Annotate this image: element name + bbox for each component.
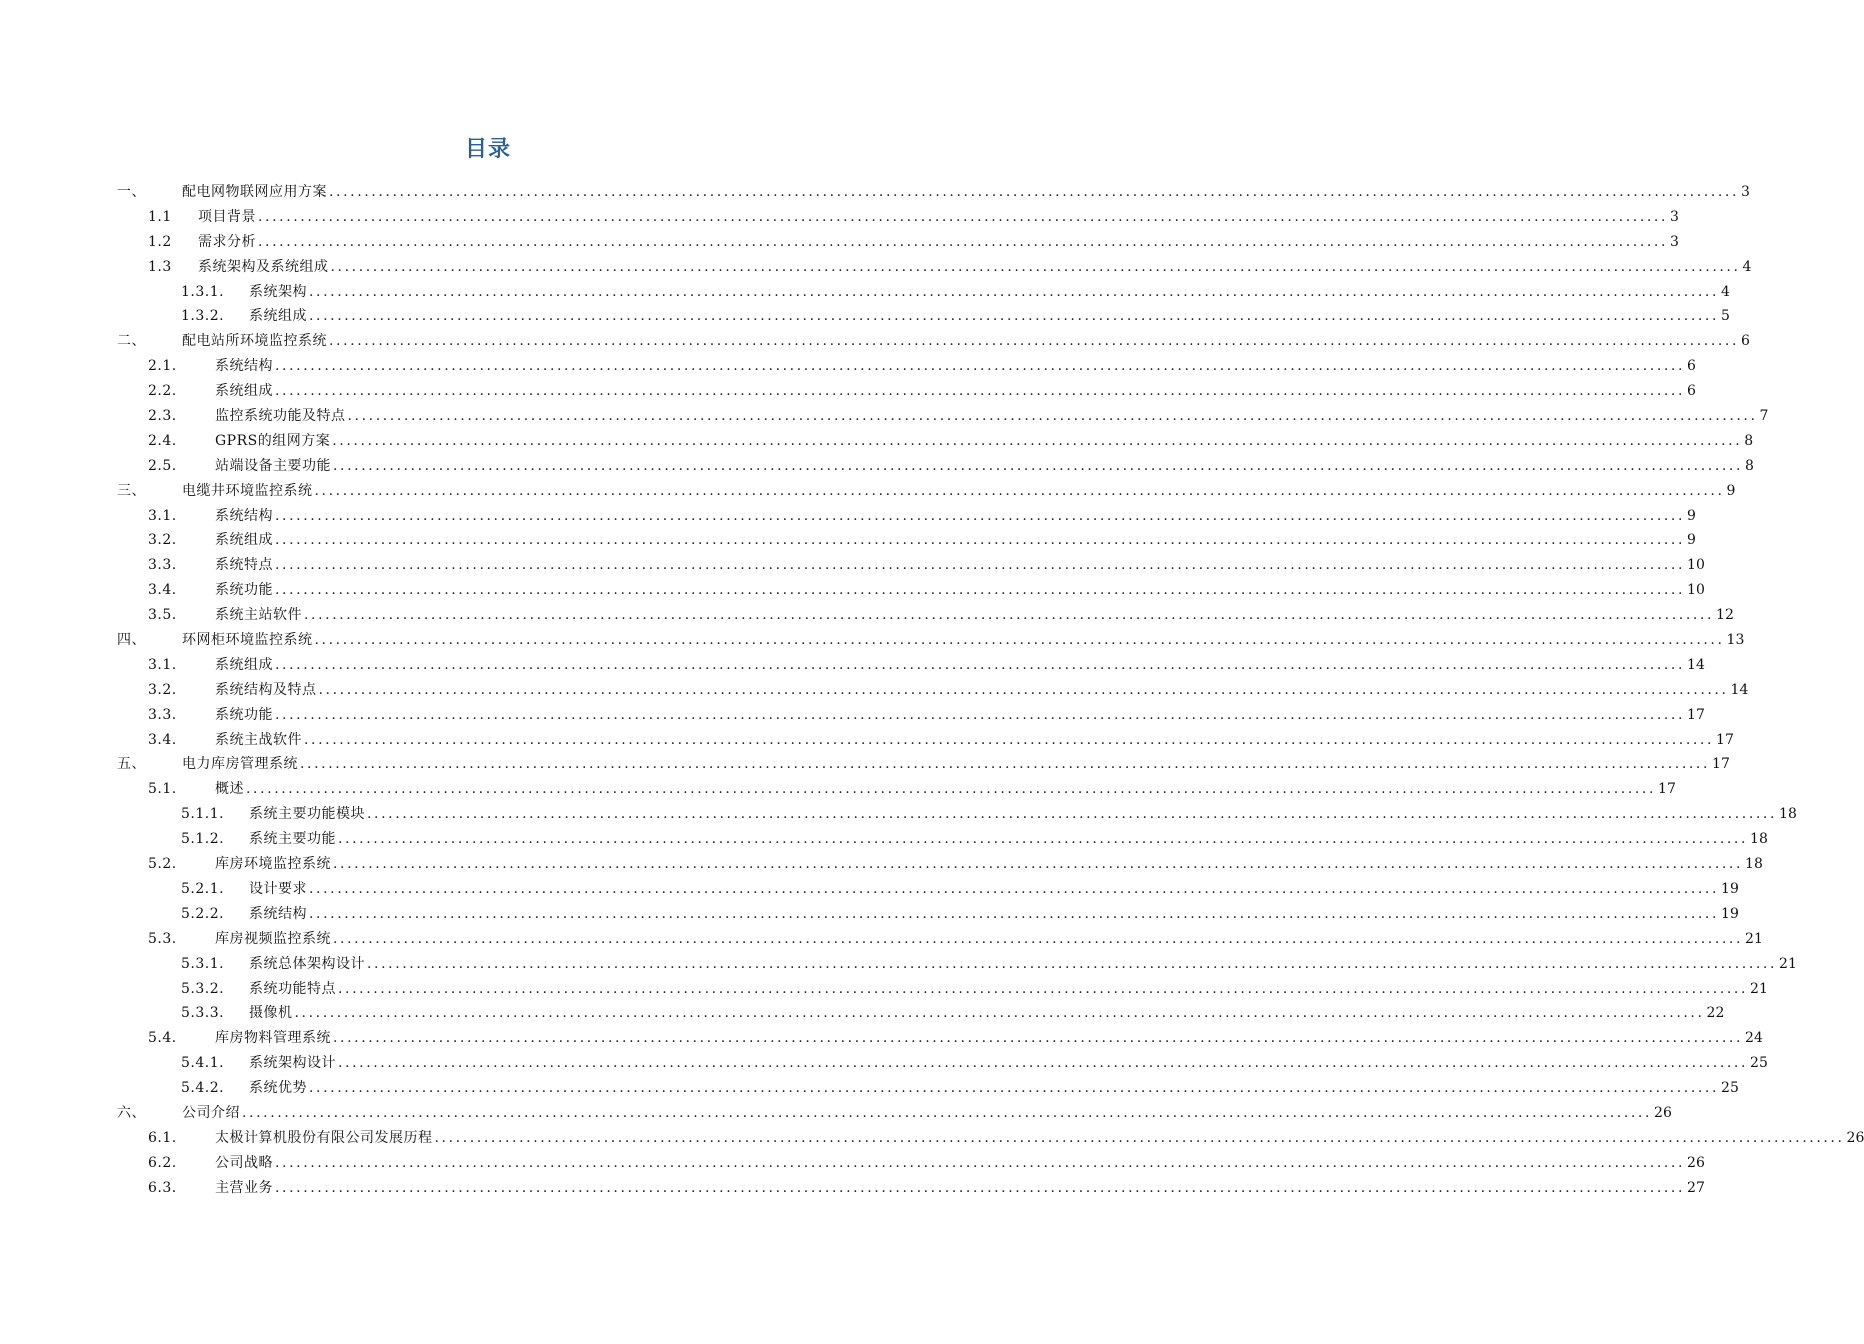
toc-page-number: 9	[1687, 507, 1696, 524]
toc-page-number: 6	[1687, 383, 1696, 400]
toc-entry-text: 库房物料管理系统	[215, 1030, 331, 1047]
toc-dot-leader: ........................................................................................................................................................................................................	[304, 731, 1715, 748]
toc-entry-text: 系统结构	[249, 905, 307, 922]
toc-page-number: 3	[1741, 184, 1750, 200]
toc-dot-leader: ........................................................................................................................................................................................................	[333, 1030, 1744, 1047]
toc-entry-line	[198, 205, 1679, 230]
toc-page-number: 8	[1744, 432, 1754, 449]
toc-page-number: 10	[1687, 557, 1705, 574]
toc-entry-text: 公司战略	[215, 1154, 273, 1171]
toc-entry-number: 2.2.	[148, 383, 177, 400]
toc-page-number: 10	[1687, 582, 1705, 599]
toc-dot-leader: ........................................................................................................................................................................................................	[333, 930, 1744, 947]
toc-dot-leader: ........................................................................................................................................................................................................	[275, 1179, 1686, 1196]
toc-entry-number: 2.4.	[148, 432, 177, 449]
toc-entry-number: 3.2.	[148, 532, 177, 549]
toc-page-number: 14	[1687, 656, 1705, 673]
toc-page-number: 26	[1654, 1104, 1672, 1121]
toc-entry[interactable]	[0, 429, 1754, 454]
toc-entry[interactable]	[0, 354, 1696, 379]
toc-entry[interactable]	[0, 977, 1768, 1002]
toc-entry-number: 3.4.	[148, 731, 177, 748]
toc-entry-text: 系统组成	[215, 532, 273, 549]
toc-page-number: 17	[1712, 756, 1730, 773]
toc-entry-text: 配电站所环境监控系统	[182, 333, 327, 350]
toc-entry[interactable]	[0, 1151, 1705, 1176]
toc-entry[interactable]	[0, 255, 1752, 280]
toc-dot-leader: ........................................................................................................................................................................................................	[275, 656, 1686, 673]
toc-page-number: 17	[1658, 781, 1676, 798]
toc-dot-leader: ........................................................................................................................................................................................................	[347, 408, 1758, 425]
toc-entry-text: 系统总体架构设计	[249, 955, 365, 972]
toc-page-number: 9	[1726, 482, 1736, 499]
toc-entry-text: 库房环境监控系统	[215, 856, 331, 873]
toc-entry[interactable]	[0, 404, 1769, 429]
toc-entry[interactable]	[0, 653, 1705, 678]
toc-dot-leader: ........................................................................................................................................................................................................	[338, 831, 1749, 848]
toc-entry-line	[249, 1001, 1725, 1026]
toc-entry-text: 系统结构	[215, 358, 273, 375]
toc-dot-leader: ........................................................................................................................................................................................................	[367, 955, 1778, 972]
toc-dot-leader: ........................................................................................................................................................................................................	[275, 358, 1686, 375]
toc-page-number: 12	[1716, 607, 1734, 624]
toc-entry-line	[182, 628, 1745, 653]
toc-dot-leader: ........................................................................................................................................................................................................	[275, 582, 1686, 599]
toc-page-number: 14	[1730, 681, 1749, 698]
toc-entry-number: 1.1	[148, 208, 172, 225]
toc-entry-text: 系统架构及系统组成	[198, 258, 329, 275]
toc-entry-text: 系统主战软件	[215, 731, 302, 748]
toc-entry-line	[249, 280, 1730, 305]
toc-entry-line	[215, 653, 1705, 678]
toc-page-number: 17	[1687, 706, 1705, 723]
toc-dot-leader: ........................................................................................................................................................................................................	[434, 1129, 1845, 1146]
toc-page-number: 17	[1716, 731, 1734, 748]
toc-entry[interactable]	[0, 852, 1763, 877]
toc-dot-leader: ........................................................................................................................................................................................................	[309, 283, 1720, 300]
toc-entry[interactable]	[0, 454, 1754, 479]
toc-entry[interactable]	[0, 504, 1696, 529]
toc-entry-text: 库房视频监控系统	[215, 930, 331, 947]
toc-entry-line	[249, 802, 1797, 827]
toc-page-number: 5	[1721, 308, 1730, 325]
toc-entry-number: 5.1.1.	[181, 806, 225, 823]
toc-entry[interactable]	[0, 479, 1736, 504]
toc-entry-text: 系统架构	[249, 283, 307, 300]
toc-entry-text: GPRS的组网方案	[215, 432, 331, 449]
toc-entry-text: 项目背景	[198, 208, 256, 225]
toc-dot-leader: ........................................................................................................................................................................................................	[258, 208, 1669, 225]
toc-page-number: 25	[1721, 1080, 1739, 1097]
toc-entry-line	[215, 379, 1696, 404]
toc-entry-number: 5.4.	[148, 1030, 177, 1047]
toc-entry[interactable]	[0, 1026, 1763, 1051]
toc-entry[interactable]	[0, 329, 1750, 354]
toc-entry-line	[215, 1026, 1763, 1051]
toc-dot-leader: ........................................................................................................................................................................................................	[314, 632, 1725, 649]
toc-page-number: 19	[1721, 905, 1739, 922]
toc-page-number: 26	[1687, 1154, 1705, 1171]
toc-page-number: 18	[1750, 831, 1768, 848]
toc-entry-line	[249, 952, 1797, 977]
toc-page-number: 21	[1745, 930, 1763, 947]
toc-page-number: 6	[1741, 333, 1750, 350]
toc-entry-number: 5.2.1.	[181, 880, 225, 897]
toc-entry-text: 系统功能特点	[249, 980, 336, 997]
toc-entry-number: 6.2.	[148, 1154, 177, 1171]
toc-entry-number: 5.3.1.	[181, 955, 225, 972]
toc-entry-text: 系统架构设计	[249, 1055, 336, 1072]
toc-entry-text: 系统结构及特点	[215, 681, 317, 698]
toc-dot-leader: ........................................................................................................................................................................................................	[258, 233, 1669, 250]
toc-entry[interactable]	[0, 728, 1734, 753]
toc-entry-text: 系统优势	[249, 1080, 307, 1097]
toc-entry-line	[215, 777, 1676, 802]
toc-entry-number: 1.3	[148, 258, 172, 275]
toc-entry[interactable]	[0, 230, 1679, 255]
toc-page-number: 21	[1779, 955, 1797, 972]
toc-entry-line	[249, 1051, 1768, 1076]
toc-entry-line	[215, 454, 1754, 479]
toc-entry-text: 系统功能	[215, 706, 273, 723]
toc-page-number: 25	[1750, 1055, 1768, 1072]
toc-entry[interactable]	[0, 205, 1679, 230]
toc-entry-text: 系统主要功能模块	[249, 806, 365, 823]
toc-dot-leader: ........................................................................................................................................................................................................	[333, 457, 1744, 474]
toc-dot-leader: ........................................................................................................................................................................................................	[246, 781, 1657, 798]
toc-entry[interactable]	[0, 379, 1696, 404]
toc-entry[interactable]	[0, 777, 1676, 802]
toc-entry[interactable]	[0, 802, 1797, 827]
toc-entry-text: 系统主站软件	[215, 607, 302, 624]
toc-dot-leader: ........................................................................................................................................................................................................	[330, 258, 1741, 275]
toc-entry-line	[215, 927, 1763, 952]
toc-entry-number: 5.4.2.	[181, 1080, 225, 1097]
toc-page-number: 8	[1745, 457, 1754, 474]
toc-dot-leader: ........................................................................................................................................................................................................	[304, 607, 1715, 624]
toc-entry-line	[215, 603, 1734, 628]
toc-entry-text: 监控系统功能及特点	[215, 408, 346, 425]
toc-dot-leader: ........................................................................................................................................................................................................	[309, 1080, 1720, 1097]
toc-entry-line	[182, 479, 1736, 504]
toc-entry[interactable]	[0, 528, 1696, 553]
toc-entry[interactable]	[0, 1051, 1768, 1076]
toc-entry[interactable]	[0, 678, 1749, 703]
toc-entry-number: 6.3.	[148, 1179, 177, 1196]
toc-entry[interactable]	[0, 578, 1705, 603]
toc-entry-text: 系统主要功能	[249, 831, 336, 848]
toc-entry-text: 摄像机	[249, 1005, 293, 1022]
toc-entry-line	[215, 404, 1769, 429]
toc-entry[interactable]	[0, 902, 1739, 927]
toc-entry-line	[249, 827, 1768, 852]
toc-entry-text: 系统功能	[215, 582, 273, 599]
toc-entry-text: 系统组成	[249, 308, 307, 325]
toc-entry-line	[215, 1126, 1864, 1151]
toc-dot-leader: ........................................................................................................................................................................................................	[314, 482, 1725, 499]
toc-entry-line	[215, 504, 1696, 529]
toc-entry-number: 1.3.1.	[181, 283, 225, 300]
toc-page-number: 4	[1721, 283, 1730, 300]
toc-dot-leader: ........................................................................................................................................................................................................	[338, 980, 1749, 997]
toc-page-number: 22	[1706, 1005, 1725, 1022]
toc-entry-text: 环网柜环境监控系统	[182, 632, 313, 649]
toc-entry[interactable]	[0, 952, 1797, 977]
toc-page-number: 9	[1687, 532, 1696, 549]
toc-entry-line	[215, 852, 1763, 877]
toc-entry[interactable]	[0, 1176, 1705, 1201]
toc-page-number: 18	[1779, 806, 1797, 823]
toc-entry-text: 设计要求	[249, 880, 307, 897]
toc-entry-line	[215, 678, 1749, 703]
toc-entry-number: 5.1.2.	[181, 831, 225, 848]
toc-dot-leader: ........................................................................................................................................................................................................	[300, 756, 1711, 773]
toc-entry-number: 5.4.1.	[181, 1055, 225, 1072]
toc-entry[interactable]	[0, 877, 1739, 902]
toc-entry[interactable]	[0, 827, 1768, 852]
toc-entry-text: 概述	[215, 781, 244, 798]
toc-entry[interactable]	[0, 304, 1730, 329]
toc-entry[interactable]	[0, 180, 1750, 205]
toc-page-number: 3	[1670, 208, 1679, 225]
toc-entry-number: 2.5.	[148, 457, 177, 474]
toc-entry-line	[249, 1076, 1739, 1101]
toc-entry[interactable]	[0, 628, 1745, 653]
toc-entry-text: 太极计算机股份有限公司发展历程	[215, 1129, 433, 1146]
toc-entry[interactable]	[0, 553, 1705, 578]
toc-entry-line	[182, 752, 1730, 777]
toc-entry-number: 1.3.2.	[181, 308, 225, 325]
toc-dot-leader: ........................................................................................................................................................................................................	[309, 308, 1720, 325]
toc-page-number: 7	[1759, 408, 1769, 425]
toc-entry-number: 三、	[117, 482, 146, 499]
toc-entry-line	[249, 877, 1739, 902]
toc-page-number: 19	[1721, 880, 1739, 897]
toc-entry-text: 公司介绍	[182, 1104, 240, 1121]
toc-dot-leader: ........................................................................................................................................................................................................	[338, 1055, 1749, 1072]
toc-entry[interactable]	[0, 703, 1705, 728]
toc-entry[interactable]	[0, 603, 1734, 628]
toc-entry-text: 系统组成	[215, 383, 273, 400]
toc-entry-number: 3.5.	[148, 607, 177, 624]
toc-entry[interactable]	[0, 1001, 1725, 1026]
toc-entry-line	[215, 429, 1754, 454]
toc-entry-line	[215, 1176, 1705, 1201]
toc-dot-leader: ........................................................................................................................................................................................................	[329, 333, 1740, 350]
toc-page-number: 18	[1745, 856, 1763, 873]
toc-page-number: 27	[1687, 1179, 1705, 1196]
toc-entry-line	[182, 180, 1750, 205]
toc-entry-line	[215, 578, 1705, 603]
toc-entry[interactable]	[0, 752, 1730, 777]
toc-dot-leader: ........................................................................................................................................................................................................	[332, 432, 1743, 449]
toc-entry-line	[215, 703, 1705, 728]
toc-entry-line	[249, 304, 1730, 329]
toc-dot-leader: ........................................................................................................................................................................................................	[309, 880, 1720, 897]
toc-entry-number: 5.3.2.	[181, 980, 225, 997]
toc-entry-line	[182, 1101, 1672, 1126]
toc-entry-line	[182, 329, 1750, 354]
toc-entry-line	[249, 977, 1768, 1002]
toc-entry-line	[215, 553, 1705, 578]
toc-entry-text: 需求分析	[198, 233, 256, 250]
toc-list	[0, 180, 1864, 1201]
toc-title: 目录	[464, 137, 511, 162]
toc-entry-number: 3.1.	[148, 656, 177, 673]
toc-entry-number: 四、	[117, 632, 146, 649]
toc-entry-text: 电力库房管理系统	[182, 756, 298, 773]
toc-entry-line	[198, 230, 1679, 255]
toc-entry-line	[249, 902, 1739, 927]
toc-entry-text: 站端设备主要功能	[215, 457, 331, 474]
toc-entry-number: 5.3.3.	[181, 1005, 225, 1022]
toc-page-number: 13	[1726, 632, 1745, 649]
toc-page-number: 21	[1750, 980, 1768, 997]
toc-entry[interactable]	[0, 1126, 1864, 1151]
toc-entry-number: 一、	[117, 184, 146, 200]
toc-entry-number: 6.1.	[148, 1129, 177, 1146]
toc-page-number: 6	[1687, 358, 1696, 375]
toc-dot-leader: ........................................................................................................................................................................................................	[275, 532, 1686, 549]
toc-entry-text: 系统结构	[215, 507, 273, 524]
toc-entry-number: 2.3.	[148, 408, 177, 425]
toc-entry[interactable]	[0, 280, 1730, 305]
toc-page-number: 26	[1846, 1129, 1864, 1146]
toc-dot-leader: ........................................................................................................................................................................................................	[309, 905, 1720, 922]
toc-entry[interactable]	[0, 927, 1763, 952]
toc-entry-number: 二、	[117, 333, 146, 350]
toc-page-number: 3	[1670, 233, 1679, 250]
toc-entry-number: 3.4.	[148, 582, 177, 599]
toc-entry-number: 3.3.	[148, 557, 177, 574]
toc-entry-number: 3.2.	[148, 681, 177, 698]
toc-entry-text: 系统特点	[215, 557, 273, 574]
toc-entry-text: 配电网物联网应用方案	[182, 184, 327, 200]
toc-entry-line	[215, 1151, 1705, 1176]
toc-entry-text: 电缆井环境监控系统	[182, 482, 313, 499]
toc-dot-leader: ........................................................................................................................................................................................................	[275, 383, 1686, 400]
toc-dot-leader: ........................................................................................................................................................................................................	[275, 706, 1686, 723]
toc-entry-line	[215, 354, 1696, 379]
toc-entry[interactable]	[0, 1101, 1672, 1126]
toc-dot-leader: ........................................................................................................................................................................................................	[367, 806, 1778, 823]
toc-entry-number: 5.2.2.	[181, 905, 225, 922]
toc-entry-number: 六、	[117, 1104, 146, 1121]
toc-entry[interactable]	[0, 1076, 1739, 1101]
toc-entry-number: 3.1.	[148, 507, 177, 524]
toc-page-number: 24	[1745, 1030, 1763, 1047]
toc-entry-line	[215, 728, 1734, 753]
toc-dot-leader: ........................................................................................................................................................................................................	[318, 681, 1729, 698]
toc-entry-line	[215, 528, 1696, 553]
toc-entry-number: 2.1.	[148, 358, 177, 375]
toc-entry-number: 5.1.	[148, 781, 177, 798]
toc-dot-leader: ........................................................................................................................................................................................................	[275, 1154, 1686, 1171]
toc-entry-number: 3.3.	[148, 706, 177, 723]
toc-dot-leader: ........................................................................................................................................................................................................	[275, 557, 1686, 574]
toc-page-number: 4	[1742, 258, 1752, 275]
toc-entry-number: 1.2	[148, 233, 172, 250]
toc-dot-leader: ........................................................................................................................................................................................................	[294, 1005, 1705, 1022]
toc-entry-text: 主营业务	[215, 1179, 273, 1196]
toc-dot-leader: ........................................................................................................................................................................................................	[275, 507, 1686, 524]
toc-entry-number: 5.2.	[148, 856, 177, 873]
toc-entry-number: 5.3.	[148, 930, 177, 947]
toc-entry-text: 系统组成	[215, 656, 273, 673]
toc-dot-leader: ........................................................................................................................................................................................................	[329, 184, 1740, 200]
toc-entry-number: 五、	[117, 756, 146, 773]
toc-entry-line	[198, 255, 1752, 280]
toc-dot-leader: ........................................................................................................................................................................................................	[242, 1104, 1653, 1121]
toc-dot-leader: ........................................................................................................................................................................................................	[333, 856, 1744, 873]
